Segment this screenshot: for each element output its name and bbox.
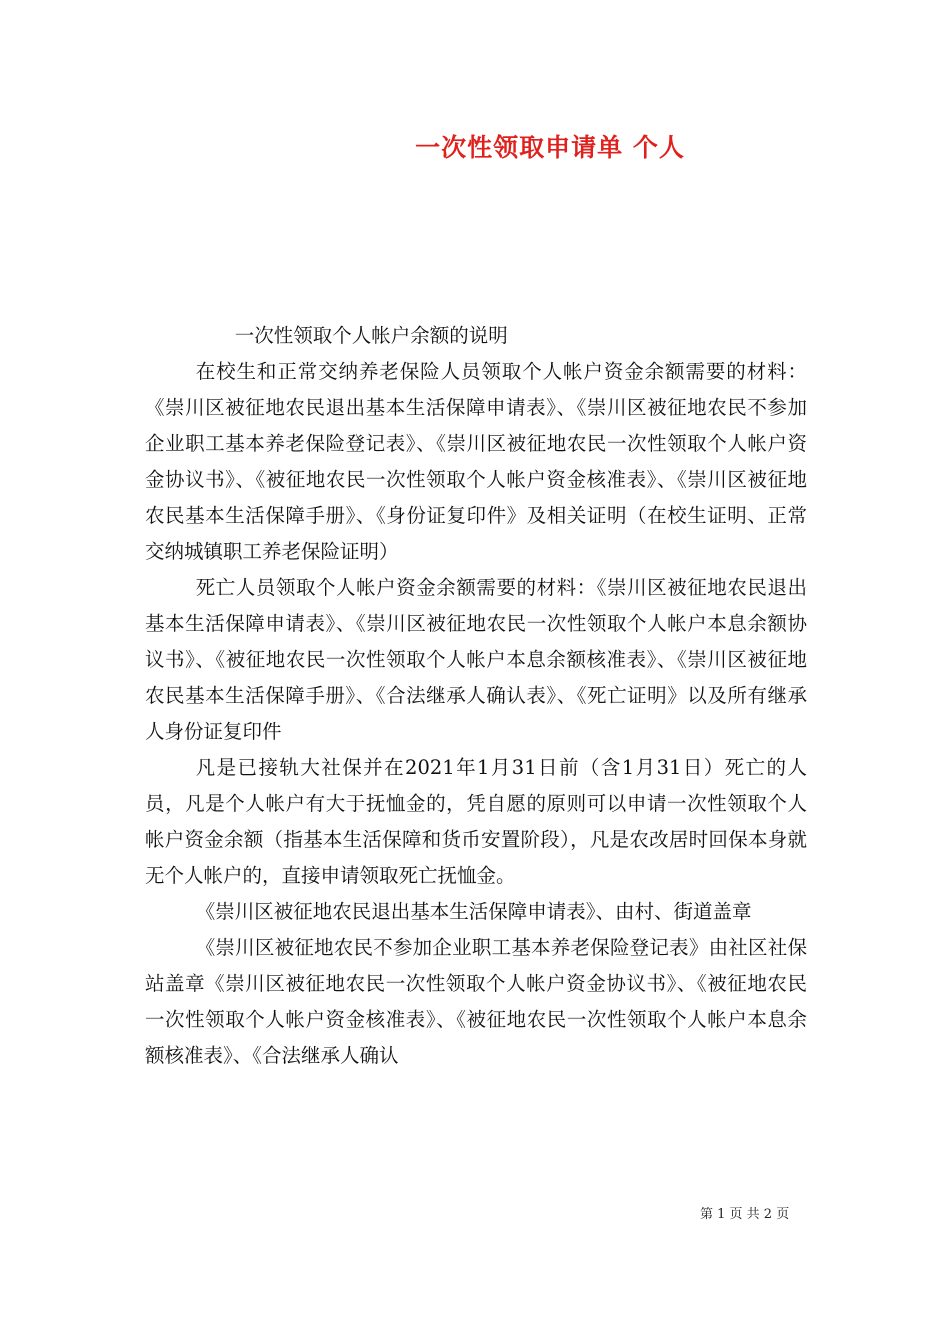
- page-title: 一次性领取申请单 个人: [415, 133, 685, 162]
- paragraph-eligibility: 凡是已接轨大社保并在2021年1月31日前（含1月31日）死亡的人员，凡是个人帐户有大于抚恤金的，凭自愿的原则可以申请一次性领取个人帐户资金余额（指基本生活保障和货币安置阶段），凡是农改居时回保本身就无个人帐户的，直接申请领取死亡抚恤金。: [145, 756, 807, 887]
- paragraph-village-stamp: 《崇川区被征地农民退出基本生活保障申请表》、由村、街道盖章: [195, 900, 752, 923]
- section-heading: 一次性领取个人帐户余额的说明: [234, 324, 508, 347]
- document-body: [145, 318, 807, 1074]
- paragraph-deceased: 死亡人员领取个人帐户资金余额需要的材料：《崇川区被征地农民退出基本生活保障申请表》、《崇川区被征地农民一次性领取个人帐户本息余额协议书》、《被征地农民一次性领取个人帐户本息余额核准表》、《崇川区被征地农民基本生活保障手册》、《合法继承人确认表》、《死亡证明》以及所有继承人身份证复印件: [145, 576, 807, 743]
- paragraph-community-stamp: 《崇川区被征地农民不参加企业职工基本养老保险登记表》由社区社保站盖章《崇川区被征地农民一次性领取个人帐户资金协议书》、《被征地农民一次性领取个人帐户资金核准表》、《被征地农民一次性领取个人帐户本息余额核准表》、《合法继承人确认: [145, 936, 807, 1067]
- page-number: 第 1 页 共 2 页: [700, 1207, 790, 1222]
- paragraph-students: 在校生和正常交纳养老保险人员领取个人帐户资金余额需要的材料：《崇川区被征地农民退出基本生活保障申请表》、《崇川区被征地农民不参加企业职工基本养老保险登记表》、《崇川区被征地农民一次性领取个人帐户资金协议书》、《被征地农民一次性领取个人帐户资金核准表》、《崇川区被征地农民基本生活保障手册》、《身份证复印件》及相关证明（在校生证明、正常交纳城镇职工养老保险证明）: [145, 360, 807, 563]
